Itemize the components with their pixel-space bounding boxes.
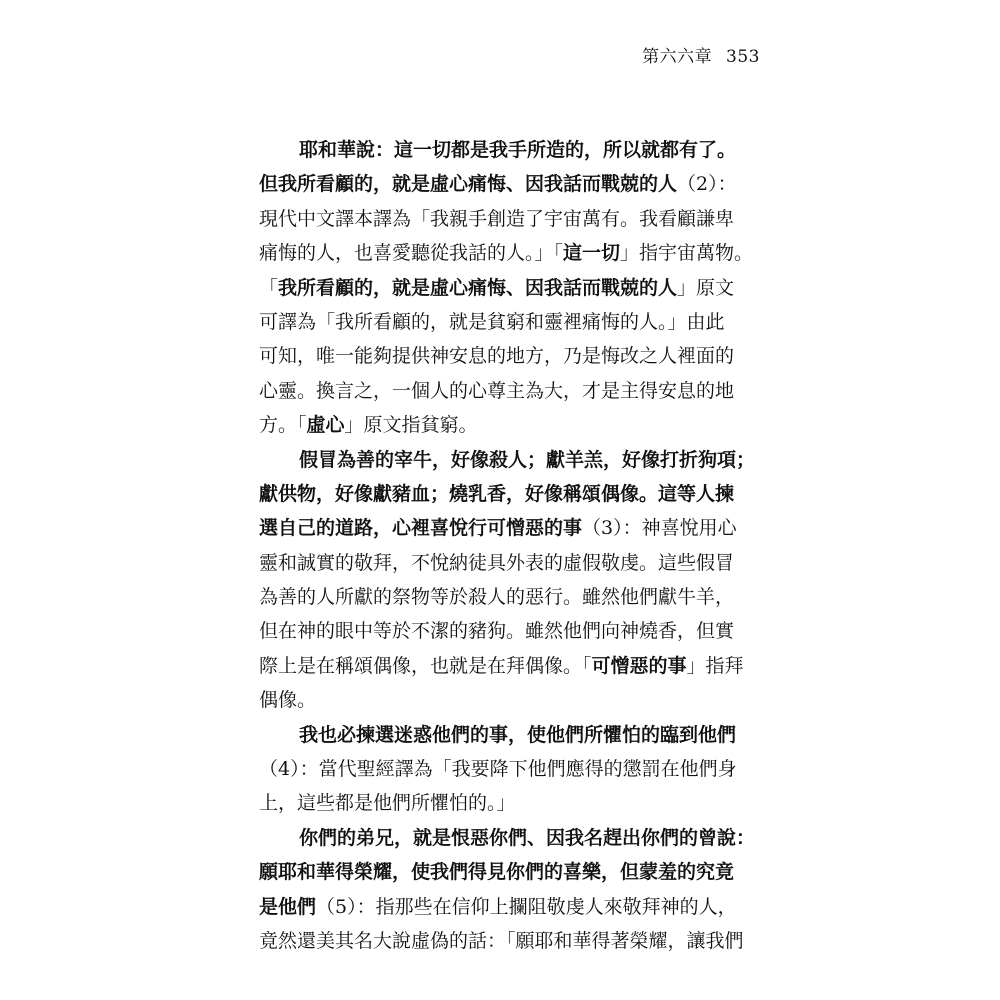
text-line [259, 546, 767, 580]
text-line [259, 683, 767, 717]
text-line [259, 890, 767, 924]
commentary-span: 際上是在稱頌偶像，也就是在拜偶像。「 [259, 654, 592, 677]
commentary-text [259, 133, 767, 958]
scripture-quote: 虛心 [306, 414, 345, 437]
text-line [259, 786, 767, 820]
commentary-span: （2）： [677, 173, 737, 196]
text-line [259, 236, 767, 270]
text-line [259, 305, 767, 339]
chapter-title: 第六六章 [642, 47, 713, 67]
commentary-span: 痛悔的人，也喜愛聽從我話的人。」「 [259, 242, 564, 265]
commentary-span: 靈和誠實的敬拜，不悅納徒具外表的虛假敬虔。這些假冒 [259, 551, 735, 574]
text-line [259, 855, 767, 889]
text-line [259, 271, 767, 305]
commentary-span: 偶像。 [259, 689, 317, 712]
text-line [259, 614, 767, 648]
text-line [259, 443, 767, 477]
text-line [259, 649, 767, 683]
text-line [259, 821, 767, 855]
text-line [259, 580, 767, 614]
text-line [259, 477, 767, 511]
running-header [642, 42, 760, 67]
scripture-quote: 可憎惡的事 [591, 654, 687, 677]
commentary-span: 但在神的眼中等於不潔的豬狗。雖然他們向神燒香，但實 [259, 620, 735, 643]
scripture-quote: 獻供物，好像獻豬血；燒乳香，好像稱頌偶像。這等人揀 [259, 482, 735, 505]
text-line [259, 752, 767, 786]
commentary-span: 」指宇宙萬物。 [620, 242, 754, 265]
commentary-span: 」原文指貧窮。 [344, 414, 478, 437]
commentary-span: 為善的人所獻的祭物等於殺人的惡行。雖然他們獻牛羊， [259, 586, 735, 609]
text-line [259, 202, 767, 236]
commentary-span: 方。「 [259, 414, 307, 437]
scripture-quote: 我也必揀選迷惑他們的事，使他們所懼怕的臨到他們 [299, 723, 737, 746]
text-line [259, 167, 767, 201]
scripture-quote: 耶和華說：這一切都是我手所造的，所以就都有了。 [299, 139, 737, 161]
text-line [259, 924, 767, 958]
page-number: 353 [726, 47, 760, 67]
commentary-span: 竟然還美其名大說虛偽的話：「願耶和華得著榮耀，讓我們 [259, 929, 744, 952]
text-line [259, 718, 767, 752]
scripture-quote: 選自己的道路，心裡喜悅行可憎惡的事 [259, 517, 583, 540]
commentary-span: 心靈。換言之，一個人的心尊主為大，才是主得安息的地 [259, 379, 735, 402]
commentary-span: （3）：神喜悅用心 [582, 517, 737, 540]
commentary-span: （4）：當代聖經譯為「我要降下他們應得的懲罰在他們身 [259, 758, 737, 781]
scripture-quote: 這一切 [563, 242, 621, 265]
scripture-quote: 願耶和華得榮耀，使我們得見你們的喜樂，但蒙羞的究竟 [259, 861, 735, 884]
commentary-span: 現代中文譯本譯為「我親手創造了宇宙萬有。我看顧謙卑 [259, 207, 735, 230]
commentary-span: 上，這些都是他們所懼怕的。」 [259, 792, 516, 815]
text-line [259, 133, 767, 167]
commentary-span: （5）：指那些在信仰上攔阻敬虔人來敬拜神的人， [316, 895, 737, 918]
text-line [259, 511, 767, 545]
commentary-span: 可譯為「我所看顧的，就是貧窮和靈裡痛悔的人。」由此 [259, 310, 725, 333]
scripture-quote: 是他們 [259, 895, 317, 918]
commentary-span: 」原文 [677, 276, 735, 299]
scripture-quote: 假冒為善的宰牛，好像殺人；獻羊羔，好像打折狗項； [299, 448, 756, 471]
scripture-quote: 你們的弟兄，就是恨惡你們、因我名趕出你們的曾說： [299, 826, 756, 849]
commentary-span: 可知，唯一能夠提供神安息的地方，乃是悔改之人裡面的 [259, 345, 735, 368]
commentary-span: 「 [259, 276, 279, 299]
text-line [259, 408, 767, 442]
text-line [259, 374, 767, 408]
commentary-span: 」指拜 [686, 654, 744, 677]
text-line [259, 339, 767, 373]
scripture-quote: 但我所看顧的，就是虛心痛悔、因我話而戰兢的人 [259, 173, 678, 196]
scripture-quote: 我所看顧的，就是虛心痛悔、因我話而戰兢的人 [278, 276, 678, 299]
